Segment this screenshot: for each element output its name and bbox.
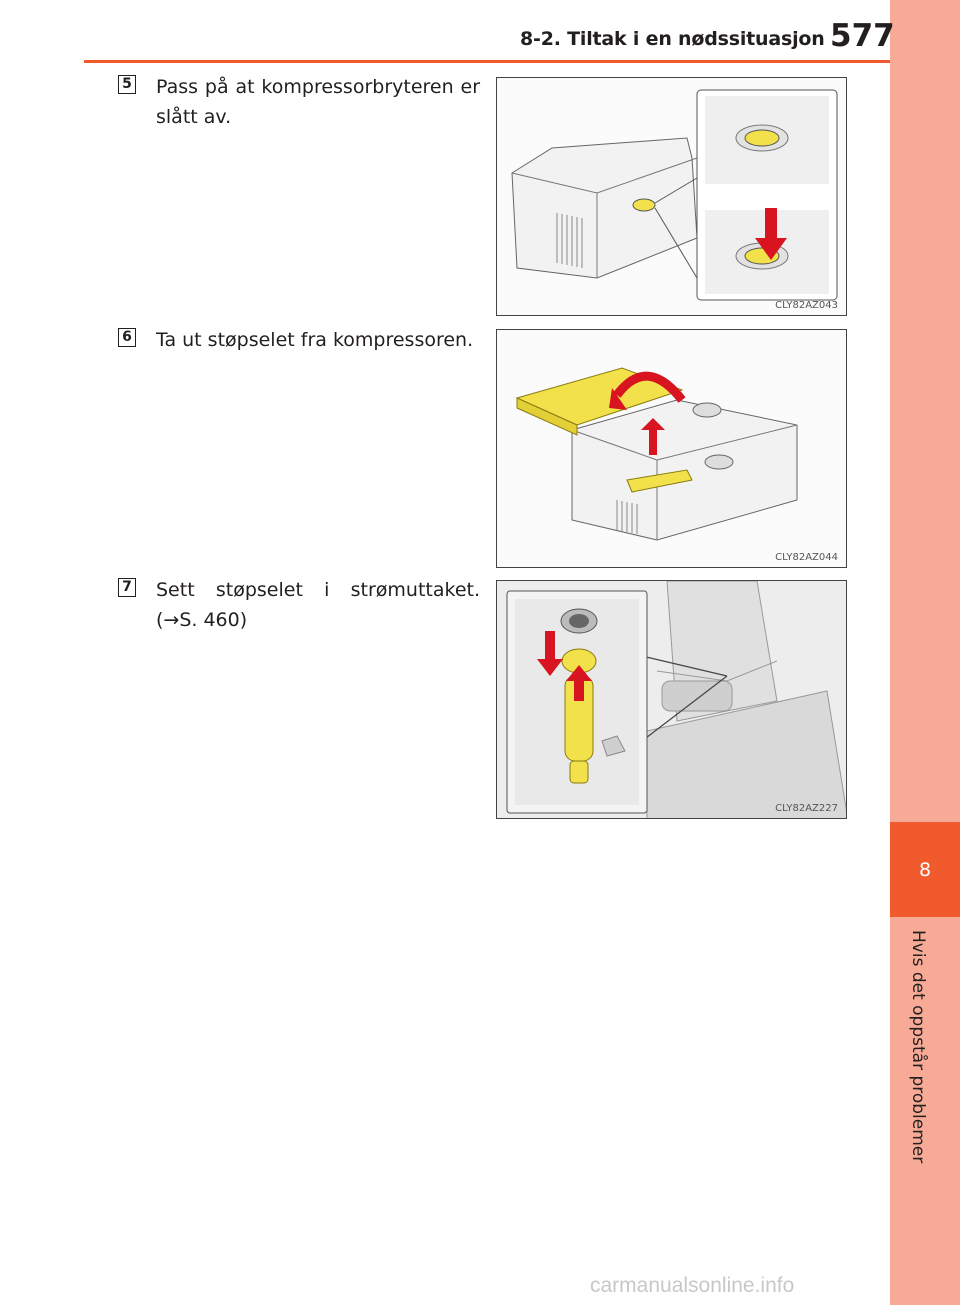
step-5 — [120, 72, 480, 132]
step-text: Ta ut støpselet fra kompressoren. — [156, 329, 474, 351]
step-number: 6 — [118, 328, 136, 347]
step-text: Pass på at kompressorbryteren er slått av. — [156, 76, 480, 128]
compressor-switch-illustration — [497, 78, 847, 316]
step-number: 7 — [118, 578, 136, 597]
remove-plug-illustration — [497, 330, 847, 568]
figure-power-outlet — [496, 580, 847, 819]
step-number: 5 — [118, 75, 136, 94]
step-6 — [120, 325, 480, 355]
figure-compressor-switch — [496, 77, 847, 316]
step-text: Sett støpselet i strømuttaket. (→S. 460) — [156, 579, 480, 631]
watermark: carmanualsonline.info — [590, 1274, 795, 1297]
header-rule — [84, 60, 890, 63]
page-number: 577 — [830, 18, 895, 54]
section-title: 8-2. Tiltak i en nødssituasjon — [520, 28, 825, 50]
chapter-number: 8 — [918, 858, 932, 881]
figure-code: CLY82AZ227 — [775, 803, 838, 814]
step-7 — [120, 575, 480, 635]
chapter-number-box — [890, 822, 960, 917]
power-outlet-illustration — [497, 581, 847, 819]
figure-code: CLY82AZ043 — [775, 300, 838, 311]
figure-remove-plug — [496, 329, 847, 568]
chapter-title: Hvis det oppstår problemer — [908, 930, 928, 1164]
figure-code: CLY82AZ044 — [775, 552, 838, 563]
